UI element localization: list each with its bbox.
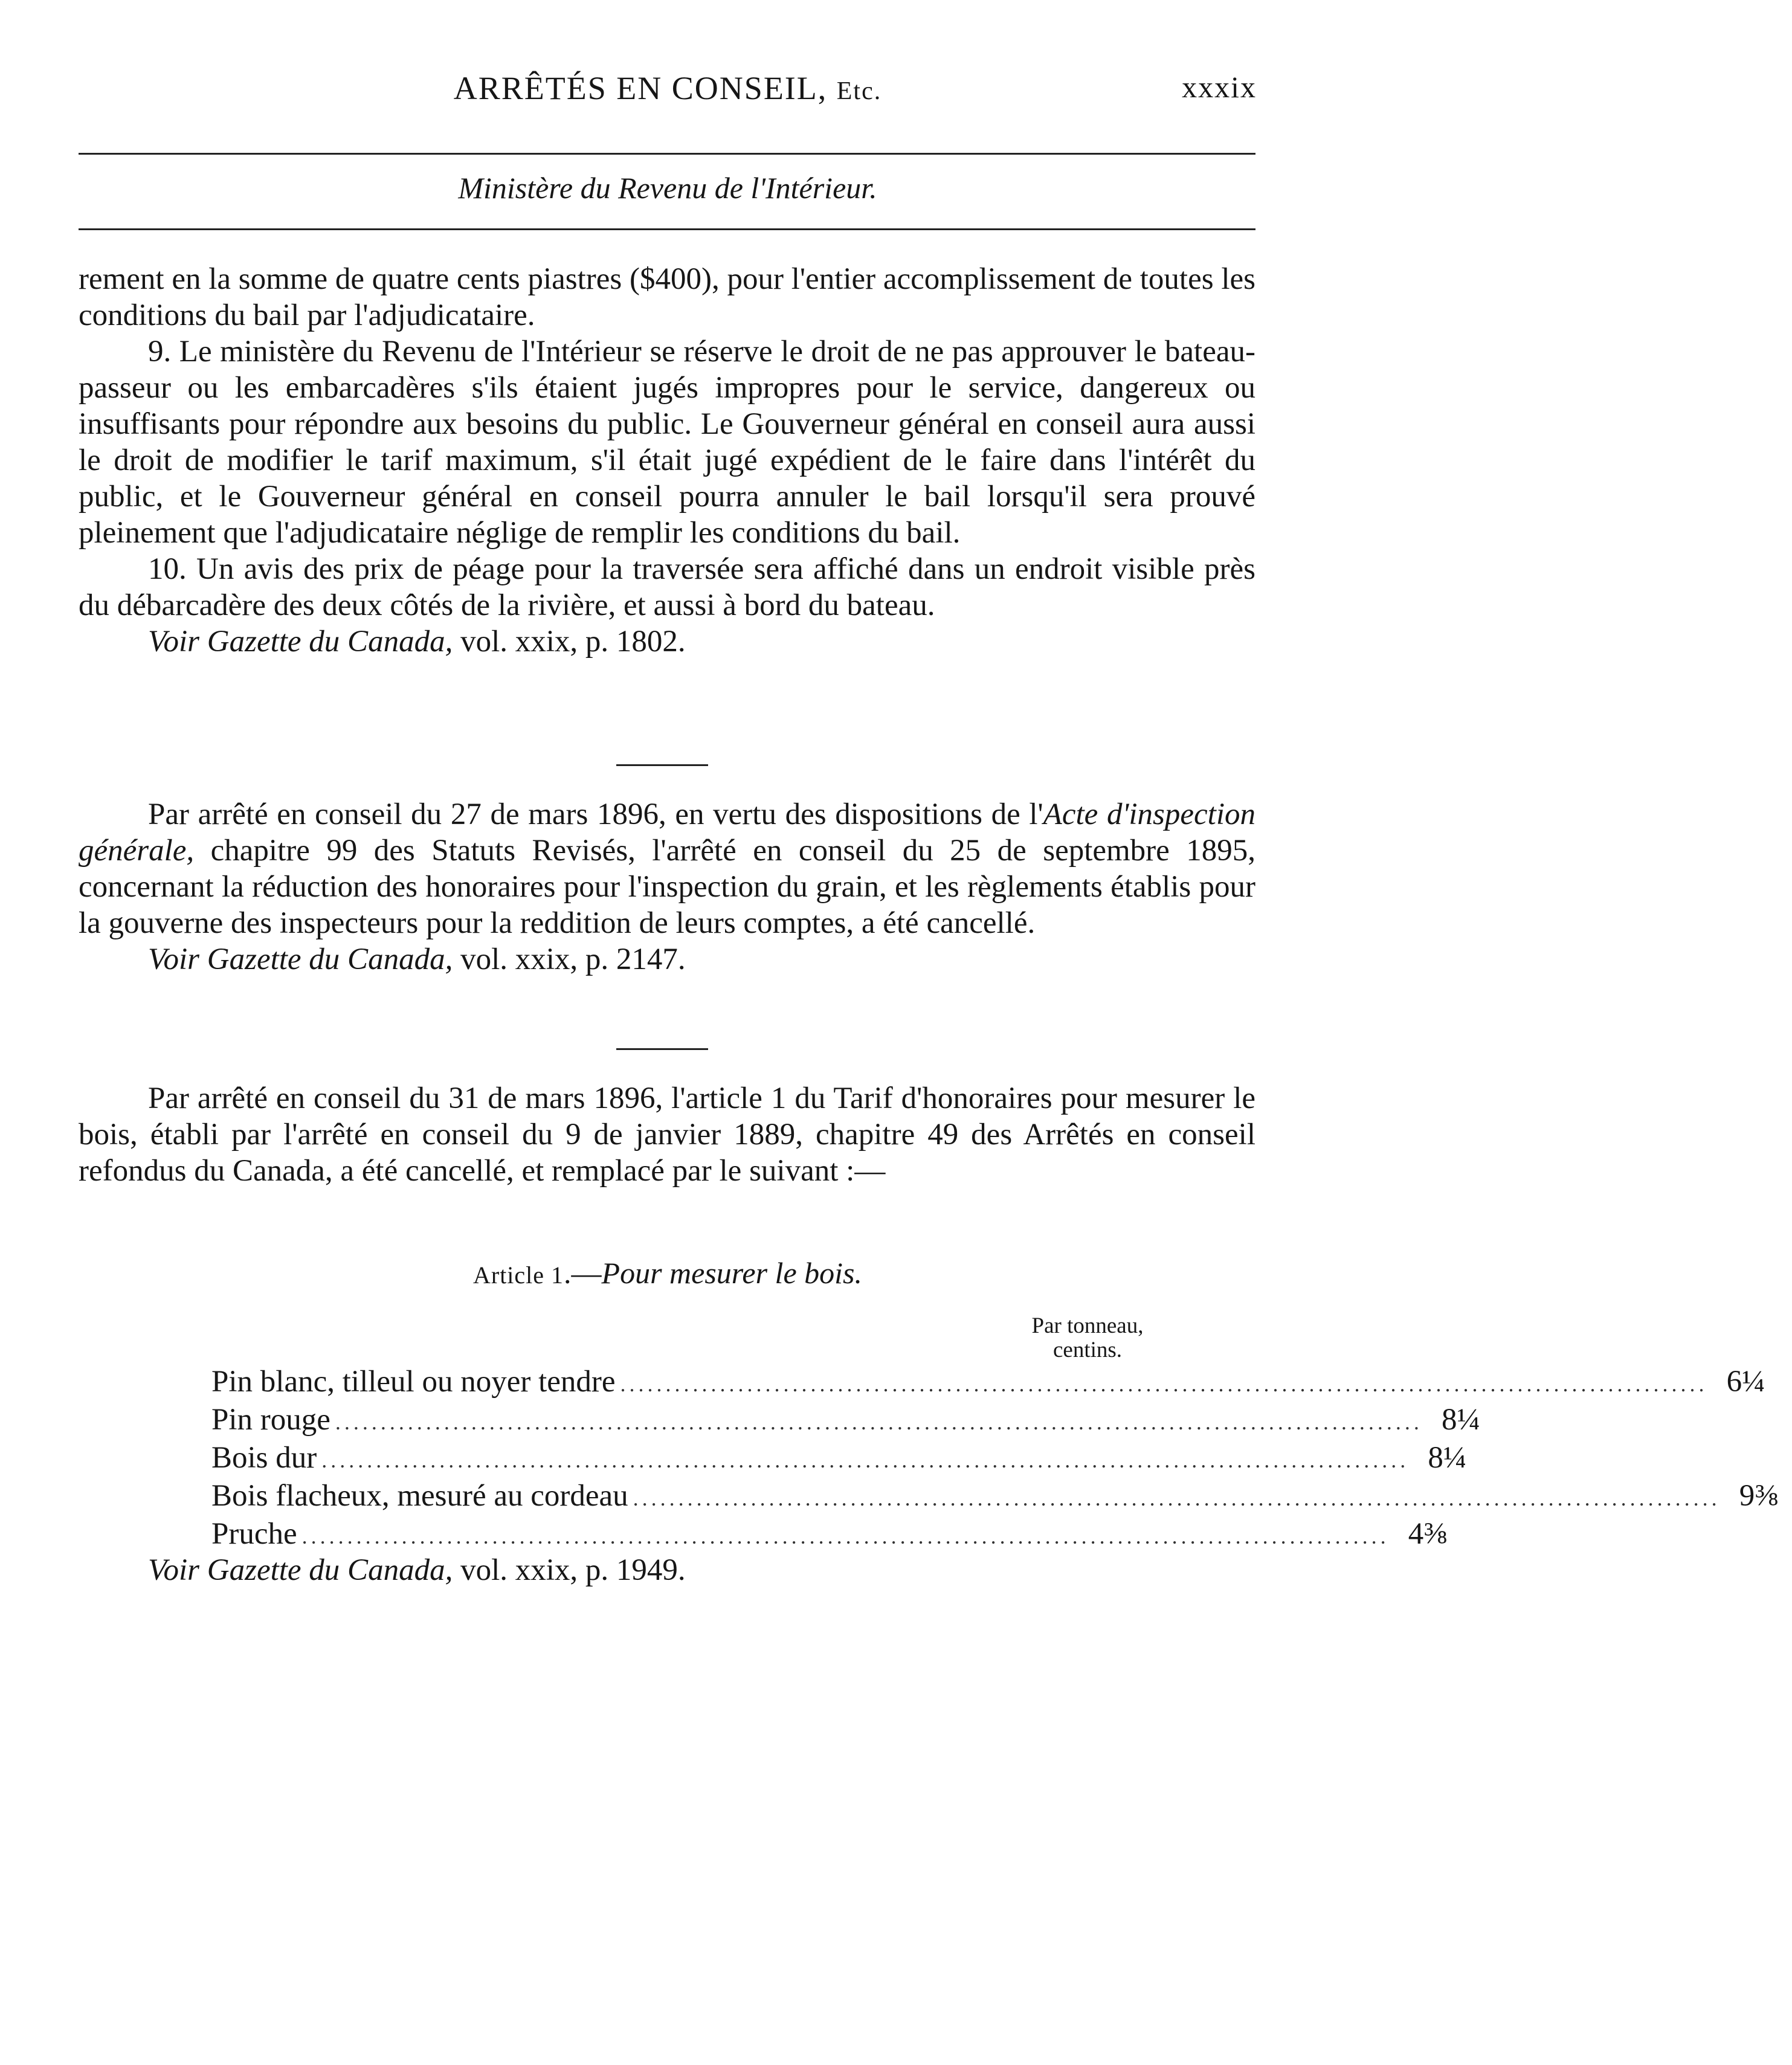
table-row: [211, 1440, 1467, 1478]
gazette-reference-title: Voir Gazette du Canada,: [148, 1553, 453, 1587]
article-heading: [79, 1255, 1257, 1290]
column-heading: [1003, 1314, 1172, 1362]
gazette-reference-volume: vol. xxix, p. 1949.: [453, 1553, 686, 1587]
article-label: Article 1: [472, 1261, 564, 1289]
gazette-reference-title: Voir Gazette du Canada,: [148, 625, 453, 659]
section-wood-measuring: [79, 1080, 1255, 1189]
article-title: Pour mesurer le bois.: [601, 1256, 862, 1290]
tariff-label: Bois dur: [211, 1441, 317, 1475]
leader-dots: ........................................................................................................................: [633, 1486, 1721, 1510]
table-row: [211, 1402, 1480, 1440]
leader-dots: ........................................................................................................................: [335, 1410, 1423, 1434]
tariff-value: 4⅜: [1408, 1517, 1447, 1551]
tariff-label: Pin blanc, tilleul ou noyer tendre: [211, 1365, 616, 1399]
gazette-reference: [148, 1553, 686, 1588]
leader-dots: ........................................................................................................................: [301, 1524, 1390, 1548]
leader-dots: ........................................................................................................................: [321, 1448, 1410, 1472]
article-dash: .—: [564, 1256, 602, 1290]
column-heading-line-1: Par tonneau,: [1031, 1313, 1144, 1338]
department-heading: Ministère du Revenu de l'Intérieur.: [458, 171, 877, 205]
section-divider: [616, 764, 708, 766]
tariff-label: Pin rouge: [211, 1403, 330, 1437]
header-rule-bottom: [79, 228, 1255, 230]
paragraph-continuation: rement en la somme de quatre cents piastres ($400), pour l'entier accomplissement de toutes les conditions du bail par l'adjudicataire.: [79, 262, 1255, 332]
page-header: [79, 69, 1257, 112]
table-row: [211, 1478, 1778, 1516]
section-divider: [616, 1048, 708, 1050]
gazette-reference-volume: vol. xxix, p. 2147.: [453, 942, 686, 976]
tariff-label: Bois flacheux, mesuré au cordeau: [211, 1479, 628, 1513]
gazette-reference: [79, 941, 1255, 978]
leader-dots: ........................................................................................................................: [620, 1372, 1708, 1396]
paragraph-article-10: 10. Un avis des prix de péage pour la traversée sera affiché dans un endroit visible près du débarcadère des deux côtés de la rivière, et aussi à bord du bateau.: [79, 552, 1255, 622]
column-heading-line-2: centins.: [1052, 1338, 1123, 1362]
gazette-reference-volume: vol. xxix, p. 1802.: [453, 625, 686, 659]
paragraph-grain-inspection: [79, 796, 1255, 941]
gazette-reference-title: Voir Gazette du Canada,: [148, 942, 453, 976]
table-row: [211, 1516, 1447, 1554]
tariff-table: [211, 1364, 1778, 1554]
table-row: [211, 1364, 1765, 1402]
running-title-main: ARRÊTÉS EN CONSEIL,: [453, 70, 828, 106]
paragraph-wood-tariff: Par arrêté en conseil du 31 de mars 1896, l'article 1 du Tarif d'honoraires pour mesurer le bois, établi par l'arrêté en conseil du 9 de janvier 1889, chapitre 49 des Arrêtés en conseil refondus du Canada, a été cancellé, et remplacé par le suivant :—: [79, 1081, 1255, 1188]
tariff-value: 6¼: [1726, 1365, 1765, 1399]
tariff-value: 8¼: [1428, 1441, 1467, 1475]
section-ferry-conditions: [79, 261, 1255, 660]
tariff-value: 8¼: [1442, 1403, 1480, 1437]
page-number: xxxix: [1182, 70, 1257, 104]
act-title: Acte d'inspection générale,: [79, 797, 1255, 868]
running-title-etc: Etc.: [836, 77, 882, 105]
tariff-label: Pruche: [211, 1517, 297, 1551]
section-grain-inspection: [79, 796, 1255, 978]
tariff-value: 9⅜: [1739, 1479, 1778, 1513]
paragraph-grain-start: Par arrêté en conseil du 27 de mars 1896, en vertu des dispositions de l': [148, 797, 1043, 831]
header-rule-top: [79, 153, 1255, 155]
running-title: [79, 69, 1257, 107]
paragraph-grain-end: chapitre 99 des Statuts Revisés, l'arrêté en conseil du 25 de septembre 1895, concernant la réduction des honoraires pour l'inspection du grain, et les règlements établis pour la gouverne des inspecteurs pour la reddition de leurs comptes, a été cancellé.: [79, 834, 1255, 940]
gazette-reference: [79, 623, 1255, 660]
paragraph-article-9: 9. Le ministère du Revenu de l'Intérieur se réserve le droit de ne pas approuver le bateau-passeur ou les embarcadères s'ils étaient jugés impropres pour le service, dangereux ou insuffisants pour répondre aux besoins du public. Le Gouverneur général en conseil aura aussi le droit de modifier le tarif maximum, s'il était jugé expédient de le faire dans l'intérêt du public, et le Gouverneur général en conseil pourra annuler le bail lorsqu'il sera prouvé pleinement que l'adjudicataire néglige de remplir les conditions du bail.: [79, 335, 1255, 550]
